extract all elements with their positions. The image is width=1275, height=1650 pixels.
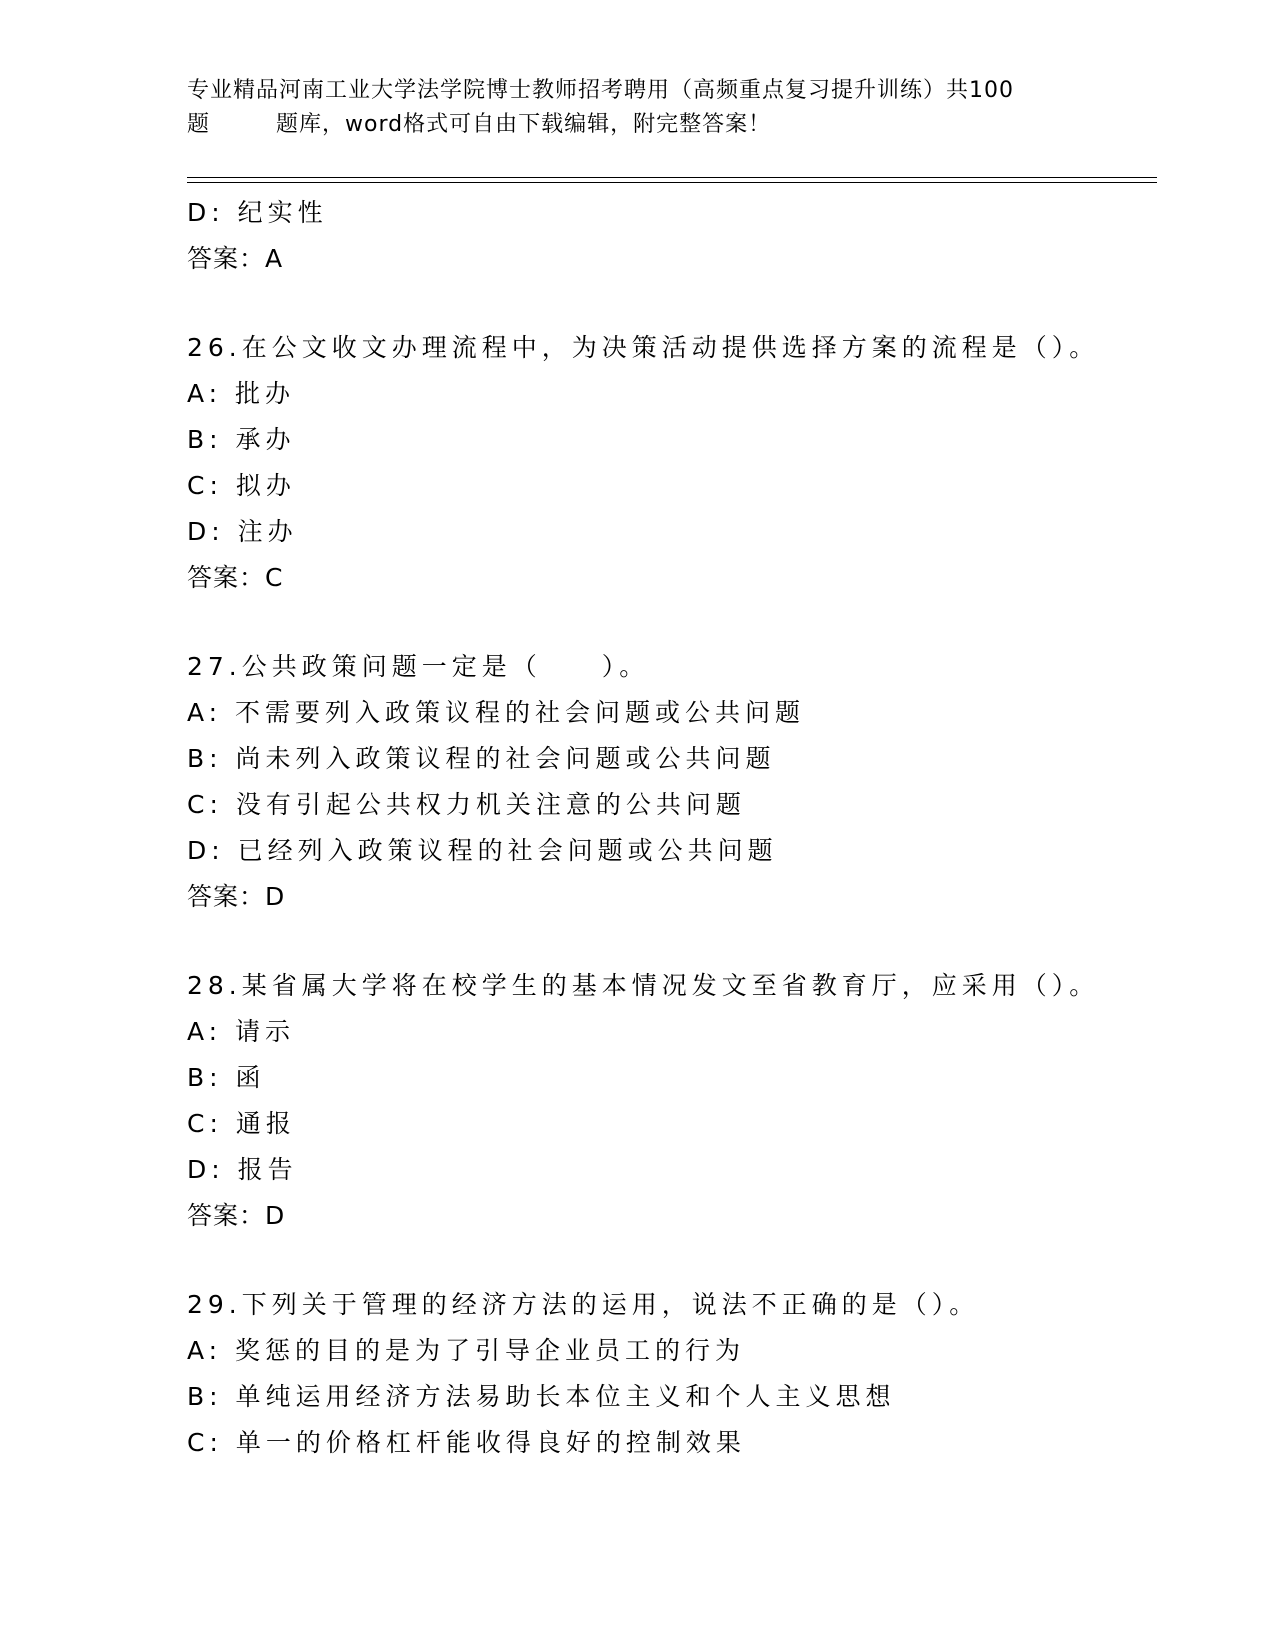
question-25-tail (187, 190, 1157, 282)
option-d: D: 注办 (187, 517, 298, 546)
question-26 (187, 325, 1157, 601)
option-d: D: 纪实性 (187, 198, 328, 227)
option-a: A: 奖惩的目的是为了引导企业员工的行为 (187, 1336, 746, 1365)
question-list (187, 190, 1157, 1466)
option-d: D: 已经列入政策议程的社会问题或公共问题 (187, 836, 778, 865)
question-stem: 26.在公文收文办理流程中，为决策活动提供选择方案的流程是（）。 (187, 333, 1100, 362)
option-b: B: 单纯运用经济方法易助长本位主义和个人主义思想 (187, 1382, 896, 1411)
option-b: B: 函 (187, 1063, 266, 1092)
answer-line: 答案：D (187, 1201, 286, 1230)
header-title-line-1: 专业精品河南工业大学法学院博士教师招考聘用（高频重点复习提升训练）共100 (187, 78, 1014, 103)
header-divider-bottom (187, 182, 1157, 183)
question-stem: 29.下列关于管理的经济方法的运用，说法不正确的是（）。 (187, 1290, 980, 1319)
answer-line: 答案：D (187, 882, 286, 911)
option-a: A: 批办 (187, 379, 296, 408)
page-header (187, 74, 1087, 142)
header-divider-top (187, 177, 1157, 178)
option-a: A: 不需要列入政策议程的社会问题或公共问题 (187, 698, 806, 727)
question-29 (187, 1282, 1157, 1466)
question-28 (187, 963, 1157, 1239)
option-d: D: 报告 (187, 1155, 298, 1184)
option-c: C: 通报 (187, 1109, 296, 1138)
option-b: B: 承办 (187, 425, 296, 454)
answer-line: 答案：C (187, 563, 284, 592)
header-line-2-text: 题库，word格式可自由下载编辑，附完整答案！ (276, 112, 772, 137)
option-c: C: 单一的价格杠杆能收得良好的控制效果 (187, 1428, 746, 1457)
question-27 (187, 644, 1157, 920)
question-stem: 28.某省属大学将在校学生的基本情况发文至省教育厅，应采用（）。 (187, 971, 1100, 1000)
option-c: C: 拟办 (187, 471, 296, 500)
option-c: C: 没有引起公共权力机关注意的公共问题 (187, 790, 746, 819)
question-stem: 27.公共政策问题一定是（ ）。 (187, 652, 650, 681)
header-title-line-2 (187, 108, 1087, 142)
answer-line: 答案：A (187, 244, 284, 273)
header-line-2-prefix: 题 (187, 112, 211, 137)
option-a: A: 请示 (187, 1017, 296, 1046)
option-b: B: 尚未列入政策议程的社会问题或公共问题 (187, 744, 776, 773)
